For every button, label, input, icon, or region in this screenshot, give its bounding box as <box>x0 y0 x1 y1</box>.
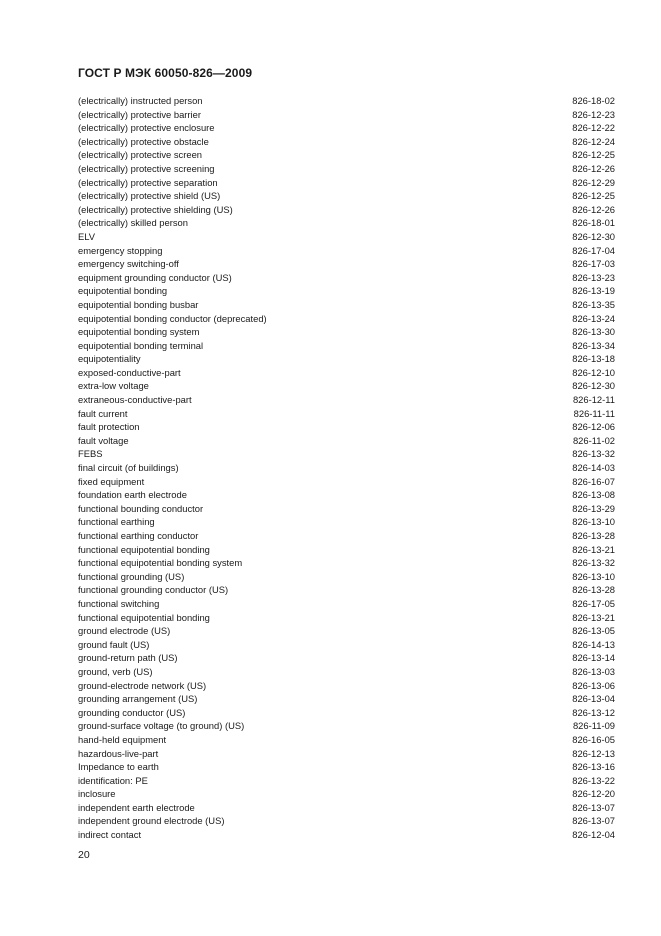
index-reference: 826-13-05 <box>572 625 615 637</box>
index-reference: 826-13-10 <box>572 516 615 528</box>
index-reference: 826-13-14 <box>572 652 615 664</box>
index-entry <box>78 298 615 312</box>
index-entry <box>78 624 615 638</box>
index-reference: 826-13-08 <box>572 489 615 501</box>
index-entry <box>78 216 615 230</box>
index-reference: 826-16-05 <box>572 733 615 745</box>
index-term: grounding arrangement (US) <box>78 693 198 705</box>
index-entry <box>78 611 615 625</box>
index-reference: 826-13-10 <box>572 570 615 582</box>
index-term: (electrically) protective screen <box>78 149 202 161</box>
index-reference: 826-13-28 <box>572 584 615 596</box>
index-reference: 826-13-04 <box>572 693 615 705</box>
index-term: grounding conductor (US) <box>78 706 186 718</box>
index-reference: 826-13-21 <box>572 611 615 623</box>
index-entry <box>78 312 615 326</box>
index-term: equipment grounding conductor (US) <box>78 271 232 283</box>
index-reference: 826-14-13 <box>572 638 615 650</box>
index-entry <box>78 325 615 339</box>
index-reference: 826-12-30 <box>572 380 615 392</box>
index-entry <box>78 94 615 108</box>
index-reference: 826-13-32 <box>572 557 615 569</box>
index-entry <box>78 733 615 747</box>
index-entry <box>78 366 615 380</box>
index-entry <box>78 515 615 529</box>
index-reference: 826-11-02 <box>572 434 615 446</box>
index-reference: 826-17-05 <box>572 597 615 609</box>
index-entry <box>78 529 615 543</box>
index-entry <box>78 379 615 393</box>
index-reference: 826-13-03 <box>572 665 615 677</box>
index-term: equipotential bonding busbar <box>78 298 199 310</box>
index-reference: 826-12-26 <box>572 162 615 174</box>
index-entry <box>78 719 615 733</box>
index-entry <box>78 583 615 597</box>
index-term: functional equipotential bonding system <box>78 557 243 569</box>
index-term: foundation earth electrode <box>78 489 187 501</box>
index-reference: 826-12-25 <box>572 190 615 202</box>
index-entry <box>78 692 615 706</box>
index-reference: 826-13-23 <box>572 271 615 283</box>
index-term: Impedance to earth <box>78 761 159 773</box>
index-reference: 826-12-25 <box>572 149 615 161</box>
index-entry <box>78 339 615 353</box>
index-reference: 826-13-06 <box>572 679 615 691</box>
index-entry <box>78 121 615 135</box>
index-entry <box>78 543 615 557</box>
index-reference: 826-13-16 <box>572 761 615 773</box>
index-entry <box>78 352 615 366</box>
index-term: ground-return path (US) <box>78 652 178 664</box>
index-term: functional grounding conductor (US) <box>78 584 229 596</box>
index-reference: 826-13-18 <box>572 353 615 365</box>
index-reference: 826-12-22 <box>572 122 615 134</box>
index-term: equipotential bonding <box>78 285 168 297</box>
index-term: (electrically) protective obstacle <box>78 135 209 147</box>
index-reference: 826-13-32 <box>572 448 615 460</box>
index-entry <box>78 108 615 122</box>
index-entry <box>78 393 615 407</box>
index-term: functional equipotential bonding <box>78 611 210 623</box>
index-reference: 826-18-02 <box>572 95 615 106</box>
index-term: inclosure <box>78 788 116 800</box>
index-term: fault voltage <box>78 434 129 446</box>
index-entry <box>78 597 615 611</box>
index-reference: 826-13-12 <box>572 706 615 718</box>
index-reference: 826-12-23 <box>572 108 615 120</box>
index-entry <box>78 407 615 421</box>
index-reference: 826-13-35 <box>572 298 615 310</box>
index-entry <box>78 230 615 244</box>
index-term: equipotential bonding system <box>78 326 200 338</box>
index-reference: 826-13-21 <box>572 543 615 555</box>
index-term: independent ground electrode (US) <box>78 815 225 827</box>
index-entry <box>78 502 615 516</box>
index-entry <box>78 162 615 176</box>
index-entry <box>78 475 615 489</box>
index-entry <box>78 665 615 679</box>
index-entry <box>78 203 615 217</box>
index-entry <box>78 747 615 761</box>
index-term: fault protection <box>78 421 140 433</box>
index-term: (electrically) protective shield (US) <box>78 190 221 202</box>
index-entry <box>78 679 615 693</box>
index-reference: 826-13-19 <box>572 285 615 297</box>
index-entry <box>78 257 615 271</box>
index-reference: 826-12-11 <box>572 394 615 406</box>
term-index-list <box>78 94 615 842</box>
index-term: ground-electrode network (US) <box>78 679 207 691</box>
index-entry <box>78 461 615 475</box>
index-term: indirect contact <box>78 829 142 841</box>
index-term: exposed-conductive-part <box>78 366 181 378</box>
index-term: extra-low voltage <box>78 380 149 392</box>
index-entry <box>78 651 615 665</box>
document-header: ГОСТ Р МЭК 60050-826—2009 <box>78 66 253 80</box>
index-reference: 826-17-04 <box>572 244 615 256</box>
index-entry <box>78 760 615 774</box>
index-entry <box>78 706 615 720</box>
index-reference: 826-12-13 <box>572 747 615 759</box>
index-entry <box>78 828 615 842</box>
index-term: (electrically) protective screening <box>78 162 215 174</box>
index-reference: 826-12-30 <box>572 230 615 242</box>
index-term: (electrically) skilled person <box>78 217 188 229</box>
index-term: emergency switching-off <box>78 258 179 270</box>
index-term: identification: PE <box>78 774 148 786</box>
index-reference: 826-12-29 <box>572 176 615 188</box>
index-entry <box>78 284 615 298</box>
index-term: equipotentiality <box>78 353 141 365</box>
index-term: extraneous-conductive-part <box>78 394 192 406</box>
index-entry <box>78 556 615 570</box>
index-reference: 826-12-20 <box>572 788 615 800</box>
index-entry <box>78 801 615 815</box>
index-term: emergency stopping <box>78 244 163 256</box>
index-term: ground fault (US) <box>78 638 150 650</box>
index-reference: 826-14-03 <box>572 462 615 474</box>
index-term: ground electrode (US) <box>78 625 171 637</box>
index-reference: 826-18-01 <box>572 217 615 229</box>
index-entry <box>78 774 615 788</box>
index-term: fault current <box>78 407 128 419</box>
index-entry <box>78 488 615 502</box>
index-term: hazardous-live-part <box>78 747 159 759</box>
index-term: functional earthing <box>78 516 155 528</box>
index-reference: 826-17-03 <box>572 258 615 270</box>
index-entry <box>78 814 615 828</box>
index-term: equipotential bonding terminal <box>78 339 204 351</box>
index-reference: 826-13-07 <box>572 815 615 827</box>
index-entry <box>78 570 615 584</box>
index-reference: 826-13-28 <box>572 530 615 541</box>
index-term: independent earth electrode <box>78 801 195 813</box>
index-reference: 826-13-30 <box>572 326 615 338</box>
index-entry <box>78 638 615 652</box>
index-term: ground, verb (US) <box>78 665 153 677</box>
index-term: final circuit (of buildings) <box>78 462 179 474</box>
index-term: equipotential bonding conductor (deprecated) <box>78 312 267 324</box>
index-term: hand-held equipment <box>78 733 167 745</box>
index-reference: 826-16-07 <box>572 475 615 487</box>
index-entry <box>78 447 615 461</box>
index-term: fixed equipment <box>78 475 145 487</box>
page-number: 20 <box>78 849 90 861</box>
index-reference: 826-12-26 <box>572 203 615 215</box>
index-entry <box>78 244 615 258</box>
index-entry <box>78 787 615 801</box>
index-term: (electrically) protective barrier <box>78 108 201 120</box>
index-entry <box>78 420 615 434</box>
index-entry <box>78 271 615 285</box>
index-reference: 826-12-04 <box>572 829 615 841</box>
index-term: ELV <box>78 230 96 242</box>
index-reference: 826-11-11 <box>573 407 615 419</box>
index-reference: 826-13-07 <box>572 801 615 813</box>
index-term: functional earthing conductor <box>78 530 199 541</box>
index-term: functional switching <box>78 597 160 609</box>
index-reference: 826-13-22 <box>572 774 615 786</box>
index-term: (electrically) protective shielding (US) <box>78 203 233 215</box>
index-term: functional grounding (US) <box>78 570 185 582</box>
index-entry <box>78 148 615 162</box>
index-term: FEBS <box>78 448 103 460</box>
index-reference: 826-12-10 <box>572 366 615 378</box>
index-term: (electrically) protective enclosure <box>78 122 215 134</box>
index-entry <box>78 176 615 190</box>
index-term: functional bounding conductor <box>78 502 204 514</box>
index-term: (electrically) protective separation <box>78 176 218 188</box>
index-reference: 826-13-24 <box>572 312 615 324</box>
index-entry <box>78 189 615 203</box>
index-entry <box>78 434 615 448</box>
index-reference: 826-12-06 <box>572 421 615 433</box>
index-reference: 826-11-09 <box>572 720 615 732</box>
index-reference: 826-12-24 <box>572 135 615 147</box>
index-term: functional equipotential bonding <box>78 543 210 555</box>
index-reference: 826-13-29 <box>572 502 615 514</box>
index-entry <box>78 135 615 149</box>
index-reference: 826-13-34 <box>572 339 615 351</box>
index-term: ground-surface voltage (to ground) (US) <box>78 720 245 732</box>
index-term: (electrically) instructed person <box>78 95 203 106</box>
